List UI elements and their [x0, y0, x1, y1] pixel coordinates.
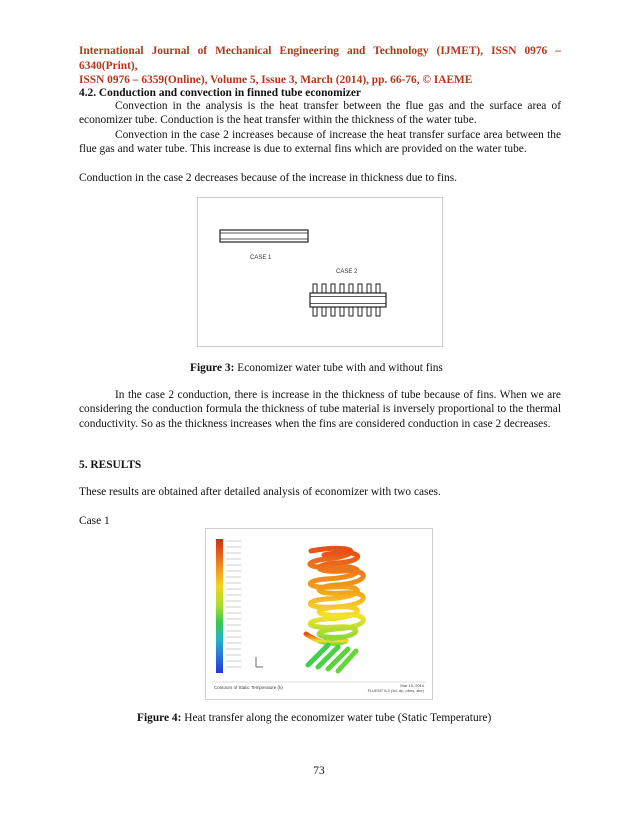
case1-label: CASE 1 [250, 255, 272, 261]
case1-tube [220, 230, 308, 242]
journal-header-line2: ISSN 0976 – 6359(Online), Volume 5, Issue 3, March (2014), pp. 66-76, © IAEME [79, 74, 473, 86]
paragraph-conduction-fins: In the case 2 conduction, there is increase in the thickness of tube because of fins. When we are considering the conduction formula the thickness of tube material is inversely proportional to the thermal conductivity. So as the thickness increases when the fins are considered conduction in case 2 decreases. [79, 389, 561, 430]
axis-triad-icon [256, 657, 263, 667]
case-1-label: Case 1 [79, 515, 110, 527]
figure-4-footer-right-line2: FLUENT 6.3 (3d, dp, pbns, ske) [367, 688, 424, 693]
page-number: 73 [313, 765, 325, 777]
section-heading-4-2: 4.2. Conduction and convection in finned tube economizer [79, 87, 361, 99]
figure-4-caption-text: Heat transfer along the economizer water tube (Static Temperature) [181, 712, 492, 724]
figure-3-caption [190, 361, 443, 375]
case2-finned-tube [310, 284, 386, 316]
figure-4-footer-right-line1: Mar 15, 2014 [400, 683, 424, 688]
figure-3-caption-label: Figure 3: [190, 362, 235, 374]
paragraph-convection-case2: Convection in the case 2 increases because of increase the heat transfer surface area between the flue gas and water tube. This increase is due to external fins which are provided on the water tube. [79, 129, 561, 156]
figure-4-contour-plot [206, 529, 432, 699]
figure-4-image [205, 528, 433, 700]
economizer-coil [306, 548, 363, 643]
section-heading-results: 5. RESULTS [79, 459, 142, 471]
figure-3-caption-text: Economizer water tube with and without fins [234, 362, 443, 374]
paragraph-convection-definition: Convection in the analysis is the heat transfer between the flue gas and the surface area of economizer tube. Conduction is the heat transfer within the thickness of the water tube. [79, 100, 561, 127]
colorbar-tick-labels [226, 541, 241, 667]
paragraph-results-intro: These results are obtained after detailed analysis of economizer with two cases. [79, 486, 441, 498]
figure-3-diagram [198, 198, 442, 346]
journal-header [79, 44, 561, 88]
paragraph-conduction-case2: Conduction in the case 2 decreases because of the increase in thickness due to fins. [79, 172, 457, 184]
figure-3-image [197, 197, 443, 347]
figure-4-footer-left: Contours of Static Temperature (k) [214, 685, 283, 690]
figure-4-caption-label: Figure 4: [137, 712, 182, 724]
case2-label: CASE 2 [336, 269, 358, 275]
journal-header-line1: International Journal of Mechanical Engineering and Technology (IJMET), ISSN 0976 – 6340(Print), [79, 45, 561, 72]
colorbar [216, 539, 223, 673]
figure-4-caption [137, 711, 491, 725]
coil-inlet-pipes [308, 645, 356, 671]
